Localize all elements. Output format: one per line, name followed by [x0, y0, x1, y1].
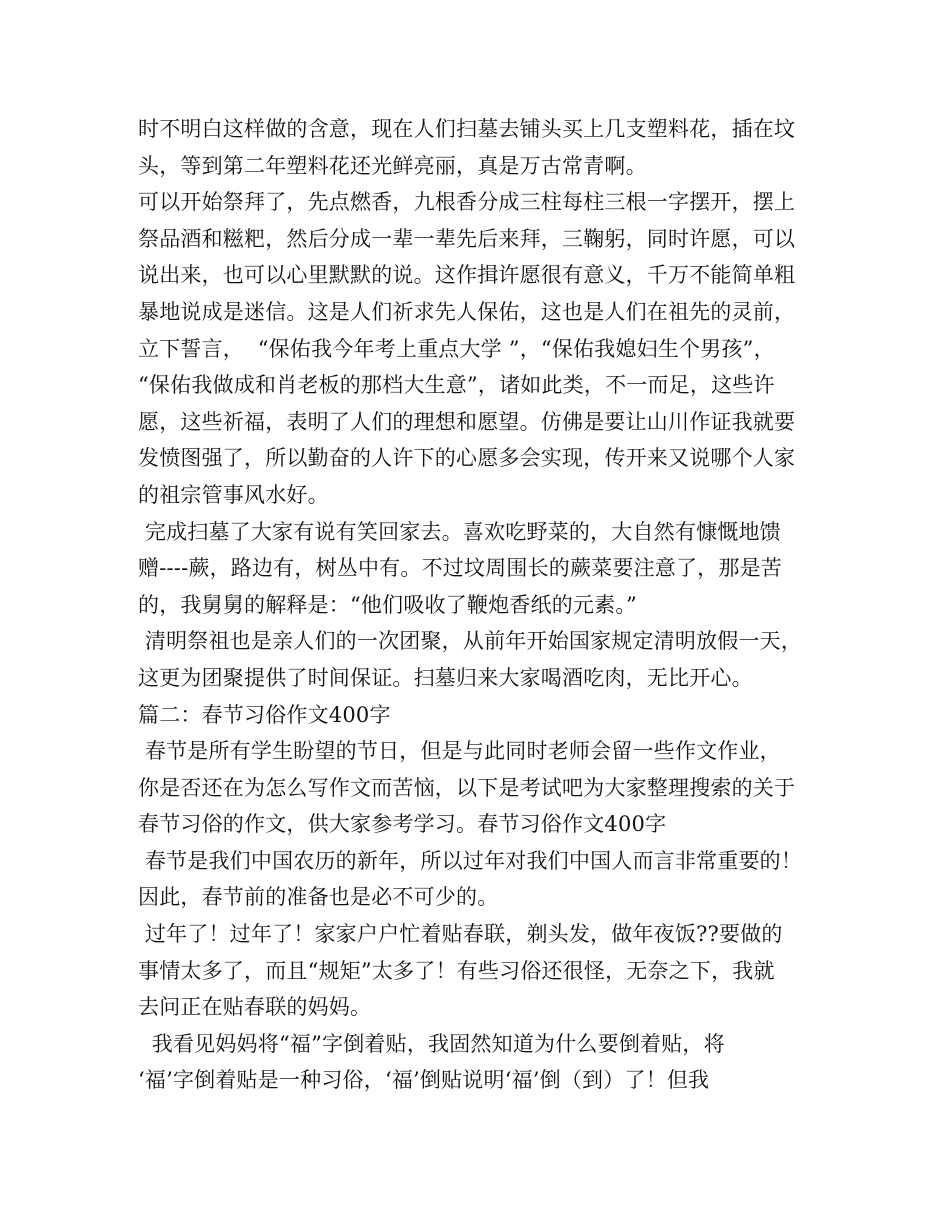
text-line: 赠----蕨，路边有，树丛中有。不过坟周围长的蕨菜要注意了，那是苦	[138, 556, 782, 581]
text-line: 春节是所有学生盼望的节日，但是与此同时老师会留一些作文作业，	[138, 739, 781, 764]
text-line: 春节习俗的作文，供大家参考学习。春节习俗作文400字	[138, 812, 667, 837]
section-heading: 篇二：春节习俗作文400字	[138, 702, 391, 727]
text-line: 春节是我们中国农历的新年，所以过年对我们中国人而言非常重要的！	[138, 848, 803, 873]
text-line: 去问正在贴春联的妈妈。	[138, 995, 372, 1020]
text-line: 愿，这些祈福，表明了人们的理想和愿望。仿佛是要让山川作证我就要	[138, 409, 796, 434]
document-body	[138, 111, 838, 1099]
text-line: 我看见妈妈将“福”字倒着贴，我固然知道为什么要倒着贴，将	[138, 1031, 725, 1056]
text-line: 说出来，也可以心里默默的说。这作揖许愿很有意义，千万不能简单粗	[138, 263, 796, 288]
text-line: 可以开始祭拜了，先点燃香，九根香分成三柱每柱三根一字摆开，摆上	[138, 190, 796, 215]
text-line: 的祖宗管事风水好。	[138, 482, 329, 507]
text-line: 时不明白这样做的含意，现在人们扫墓去铺头买上几支塑料花，插在坟	[138, 117, 796, 141]
text-line: ‘福’字倒着贴是一种习俗，‘福’倒贴说明‘福’倒（到）了！但我	[138, 1068, 710, 1093]
text-line: 祭品酒和糍粑，然后分成一辈一辈先后来拜，三鞠躬，同时许愿，可以	[138, 226, 796, 251]
text-line: 头，等到第二年塑料花还光鲜亮丽，真是万古常青啊。	[138, 153, 647, 178]
text-line: 的，我舅舅的解释是：“他们吸收了鞭炮香纸的元素。”	[138, 592, 637, 617]
text-line: 发愤图强了，所以勤奋的人许下的心愿多会实现，传开来又说哪个人家	[138, 446, 796, 471]
text-line: 暴地说成是迷信。这是人们祈求先人保佑，这也是人们在祖先的灵前，	[138, 299, 796, 324]
text-line: 完成扫墓了大家有说有笑回家去。喜欢吃野菜的，大自然有慷慨地馈	[138, 519, 781, 544]
text-line: 立下誓言， “保佑我今年考上重点大学 ”，“保佑我媳妇生个男孩”，	[138, 336, 775, 361]
text-line: 过年了！过年了！家家户户忙着贴春联，剃头发，做年夜饭??要做的	[138, 922, 783, 947]
text-line: 因此，春节前的准备也是必不可少的。	[138, 885, 499, 910]
text-line: 你是否还在为怎么写作文而苦恼，以下是考试吧为大家整理搜索的关于	[138, 775, 796, 800]
text-line: “保佑我做成和肖老板的那档大生意”，诸如此类，不一而足，这些许	[138, 373, 775, 398]
text-line: 事情太多了，而且“规矩”太多了！有些习俗还很怪，无奈之下，我就	[138, 958, 775, 983]
text-line: 这更为团聚提供了时间保证。扫墓归来大家喝酒吃肉，无比开心。	[138, 665, 753, 690]
text-line: 清明祭祖也是亲人们的一次团聚，从前年开始国家规定清明放假一天，	[138, 629, 803, 654]
